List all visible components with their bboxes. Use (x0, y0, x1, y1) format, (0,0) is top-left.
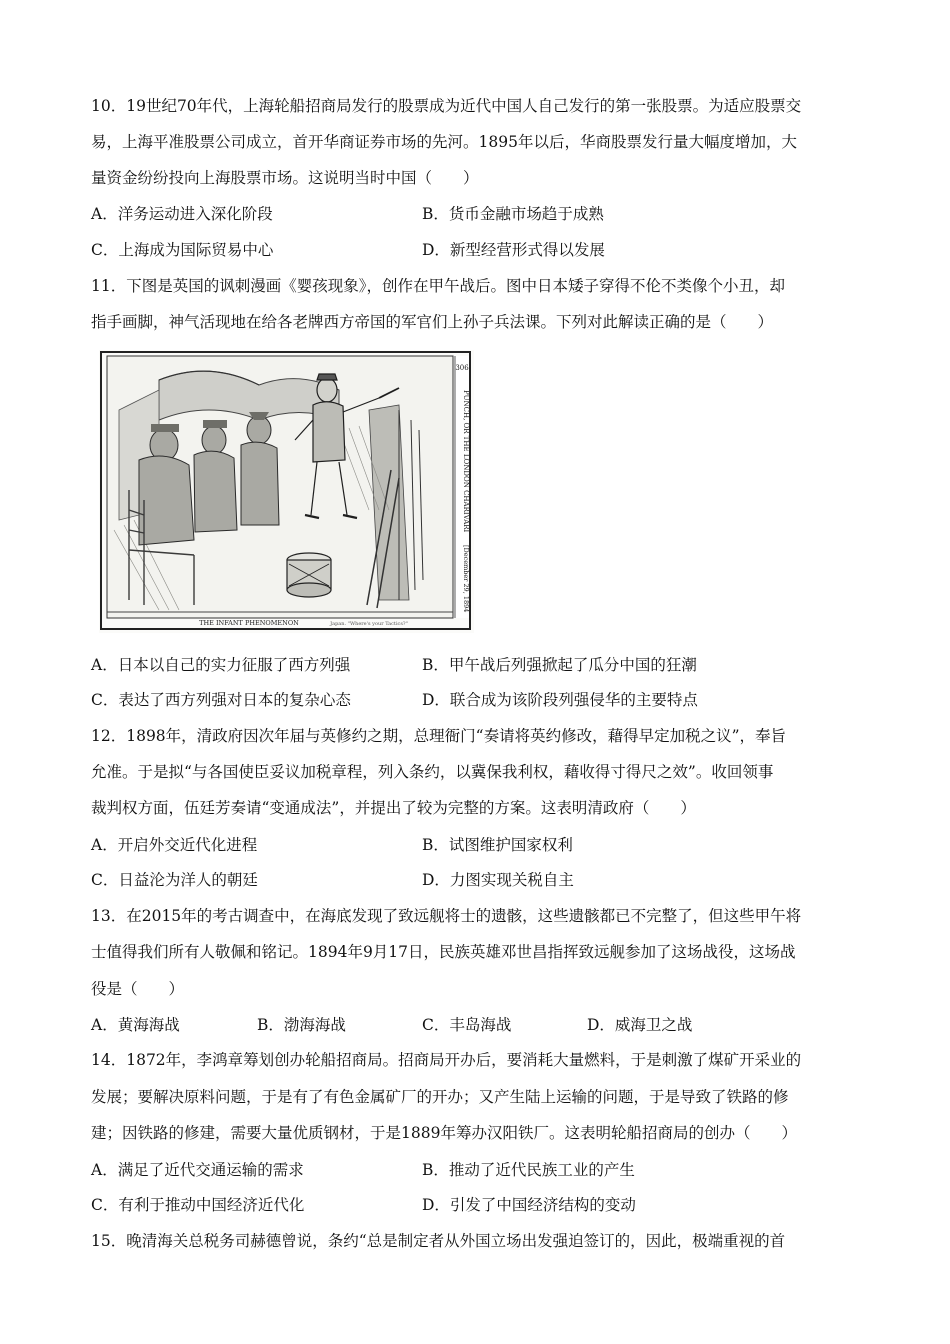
cartoon-credit: Japan. "Where's your Tactics?" (330, 621, 408, 627)
q10-stem-line-1: 10．19世纪70年代，上海轮船招商局发行的股票成为近代中国人自己发行的第一张股票。为适应股票交 (91, 97, 802, 115)
cartoon-side-date: [December 29, 1894 (462, 545, 470, 613)
cartoon-illustration (99, 350, 474, 633)
q12-stem-line-1: 12．1898年，清政府因次年届与英修约之期，总理衙门“奏请将英约修改，藉得早定加税之议”，奉旨 (91, 727, 787, 745)
q13-stem-line-3: 役是（ ） (91, 980, 185, 998)
q13-option-d[interactable]: D．威海卫之战 (587, 1016, 693, 1034)
q14-stem-line-2: 发展；要解决原料问题，于是有了有色金属矿厂的开办；又产生陆上运输的问题，于是导致了铁路的修 (91, 1088, 789, 1106)
q10-option-a[interactable]: A．洋务运动进入深化阶段 (91, 205, 273, 223)
cartoon-infant-phenomenon (99, 350, 474, 633)
q11-option-a[interactable]: A．日本以自己的实力征服了西方列强 (91, 656, 351, 674)
q13-option-b[interactable]: B．渤海海战 (257, 1016, 346, 1034)
q12-stem-line-2: 允准。于是拟“与各国使臣妥议加税章程，列入条约，以冀保我利权，藉收得寸得尺之效”。收回领事 (91, 763, 774, 781)
q12-option-a[interactable]: A．开启外交近代化进程 (91, 836, 258, 854)
q11-option-c[interactable]: C．表达了西方列强对日本的复杂心态 (91, 691, 351, 709)
q12-option-d[interactable]: D．力图实现关税自主 (422, 871, 574, 889)
q11-stem-line-1: 11．下图是英国的讽刺漫画《婴孩现象》，创作在甲午战后。图中日本矮子穿得不伦不类像个小丑，却 (91, 277, 785, 295)
q12-option-b[interactable]: B．试图维护国家权利 (422, 836, 573, 854)
q15-stem-line-1: 15．晚清海关总税务司赫德曾说，条约“总是制定者从外国立场出发强迫签订的，因此，极端重视的首 (91, 1232, 786, 1250)
cartoon-side-caption: PUNCH, OR THE LONDON CHARIVARI (462, 390, 470, 533)
q14-option-d[interactable]: D．引发了中国经济结构的变动 (422, 1196, 636, 1214)
q13-option-c[interactable]: C．丰岛海战 (422, 1016, 512, 1034)
q10-stem-line-3: 量资金纷纷投向上海股票市场。这说明当时中国（ ） (91, 169, 479, 187)
q14-stem-line-1: 14．1872年，李鸿章筹划创办轮船招商局。招商局开办后，要消耗大量燃料，于是刺激了煤矿开采业的 (91, 1051, 802, 1069)
q13-stem-line-2: 士值得我们所有人敬佩和铭记。1894年9月17日，民族英雄邓世昌指挥致远舰参加了这场战役，这场战 (91, 943, 796, 961)
q14-option-b[interactable]: B．推动了近代民族工业的产生 (422, 1161, 635, 1179)
q13-stem-line-1: 13．在2015年的考古调查中，在海底发现了致远舰将士的遗骸，这些遗骸都已不完整了，但这些甲午将 (91, 907, 802, 925)
q11-option-d[interactable]: D．联合成为该阶段列强侵华的主要特点 (422, 691, 698, 709)
q10-stem-line-2: 易，上海平准股票公司成立，首开华商证券市场的先河。1895年以后，华商股票发行量大幅度增加，大 (91, 133, 797, 151)
q11-stem-line-2: 指手画脚，神气活现地在给各老牌西方帝国的军官们上孙子兵法课。下列对此解读正确的是（ ） (91, 313, 774, 331)
cartoon-page-number: 306 (455, 364, 469, 372)
q10-option-b[interactable]: B．货币金融市场趋于成熟 (422, 205, 604, 223)
q11-option-b[interactable]: B．甲午战后列强掀起了瓜分中国的狂潮 (422, 656, 697, 674)
q10-option-d[interactable]: D．新型经营形式得以发展 (422, 241, 605, 259)
q14-option-a[interactable]: A．满足了近代交通运输的需求 (91, 1161, 304, 1179)
cartoon-title: THE INFANT PHENOMENON (199, 619, 299, 627)
q14-stem-line-3: 建；因铁路的修建，需要大量优质钢材，于是1889年筹办汉阳铁厂。这表明轮船招商局的创办（ ） (91, 1124, 797, 1142)
q12-option-c[interactable]: C．日益沦为洋人的朝廷 (91, 871, 258, 889)
q14-option-c[interactable]: C．有利于推动中国经济近代化 (91, 1196, 305, 1214)
q12-stem-line-3: 裁判权方面，伍廷芳奏请“变通成法”，并提出了较为完整的方案。这表明清政府（ ） (91, 799, 696, 817)
q13-option-a[interactable]: A．黄海海战 (91, 1016, 180, 1034)
q10-option-c[interactable]: C．上海成为国际贸易中心 (91, 241, 274, 259)
